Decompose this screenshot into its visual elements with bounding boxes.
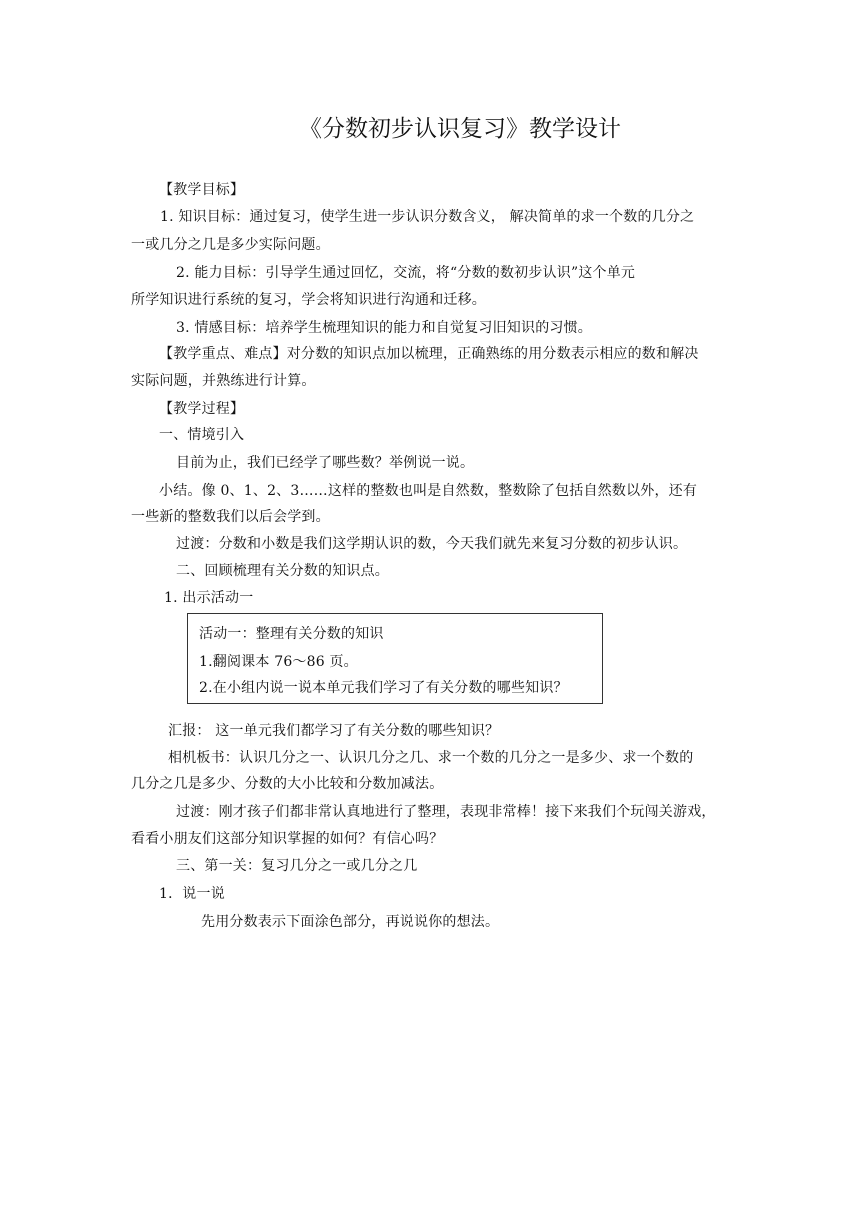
objectives-heading: 【教学目标】 [159,182,245,198]
transition-2-line-1: 过渡：刚才孩子们都非常认真地进行了整理，表现非常棒！接下来我们个玩闯关游戏， [176,804,716,820]
board-line-1: 相机板书：认识几分之一、认识几分之几、求一个数的几分之一是多少、求一个数的 [168,750,694,766]
report-line: 汇报： 这一单元我们都学习了有关分数的哪些知识？ [168,723,500,739]
section-1-title: 一、情境引入 [159,427,245,443]
section-1-question: 目前为止，我们已经学了哪些数？举例说一说。 [176,455,475,471]
objective-2-line-1: 2. 能力目标：引导学生通过回忆，交流，将“分数的数初步认识”这个单元 [176,265,636,281]
process-heading: 【教学过程】 [159,401,245,417]
objective-3: 3. 情感目标：培养学生梳理知识的能力和自觉复习旧知识的习惯。 [176,320,593,336]
activity-step-2: 2.在小组内说一说本单元我们学习了有关分数的哪些知识？ [199,680,568,696]
board-line-2: 几分之几是多少、分数的大小比较和分数加减法。 [131,776,444,792]
objective-2-line-2: 所学知识进行系统的复习，学会将知识进行沟通和迁移。 [131,292,486,308]
section-3-title: 三、第一关：复习几分之一或几分之几 [176,858,418,874]
transition-2-line-2: 看看小朋友们这部分知识掌握的如何？有信心吗？ [131,831,444,847]
key-points-line-1: 【教学重点、难点】对分数的知识点加以梳理，正确熟练的用分数表示相应的数和解决 [159,346,699,362]
objective-1-line-2: 一或几分之几是多少实际问题。 [131,237,330,253]
section-3-item-1: 1．说一说 [159,886,225,902]
transition-1: 过渡：分数和小数是我们这学期认识的数，今天我们就先来复习分数的初步认识。 [176,536,688,552]
objective-1-line-1: 1. 知识目标：通过复习，使学生进一步认识分数含义， 解决简单的求一个数的几分之 [160,209,695,225]
activity-title: 活动一：整理有关分数的知识 [199,626,384,642]
document-title: 《分数初步认识复习》教学设计 [299,116,621,142]
summary-line-2: 一些新的整数我们以后会学到。 [131,509,330,525]
section-2-item-1: 1. 出示活动一 [164,590,254,606]
section-3-instruction: 先用分数表示下面涂色部分，再说说你的想法。 [201,914,500,930]
key-points-line-2: 实际问题，并熟练进行计算。 [131,373,316,389]
section-2-title: 二、回顾梳理有关分数的知识点。 [176,563,389,579]
activity-step-1: 1.翻阅课本 76～86 页。 [199,654,358,670]
summary-line-1: 小结。像 0、1、2、3……这样的整数也叫是自然数，整数除了包括自然数以外，还有 [159,483,698,499]
